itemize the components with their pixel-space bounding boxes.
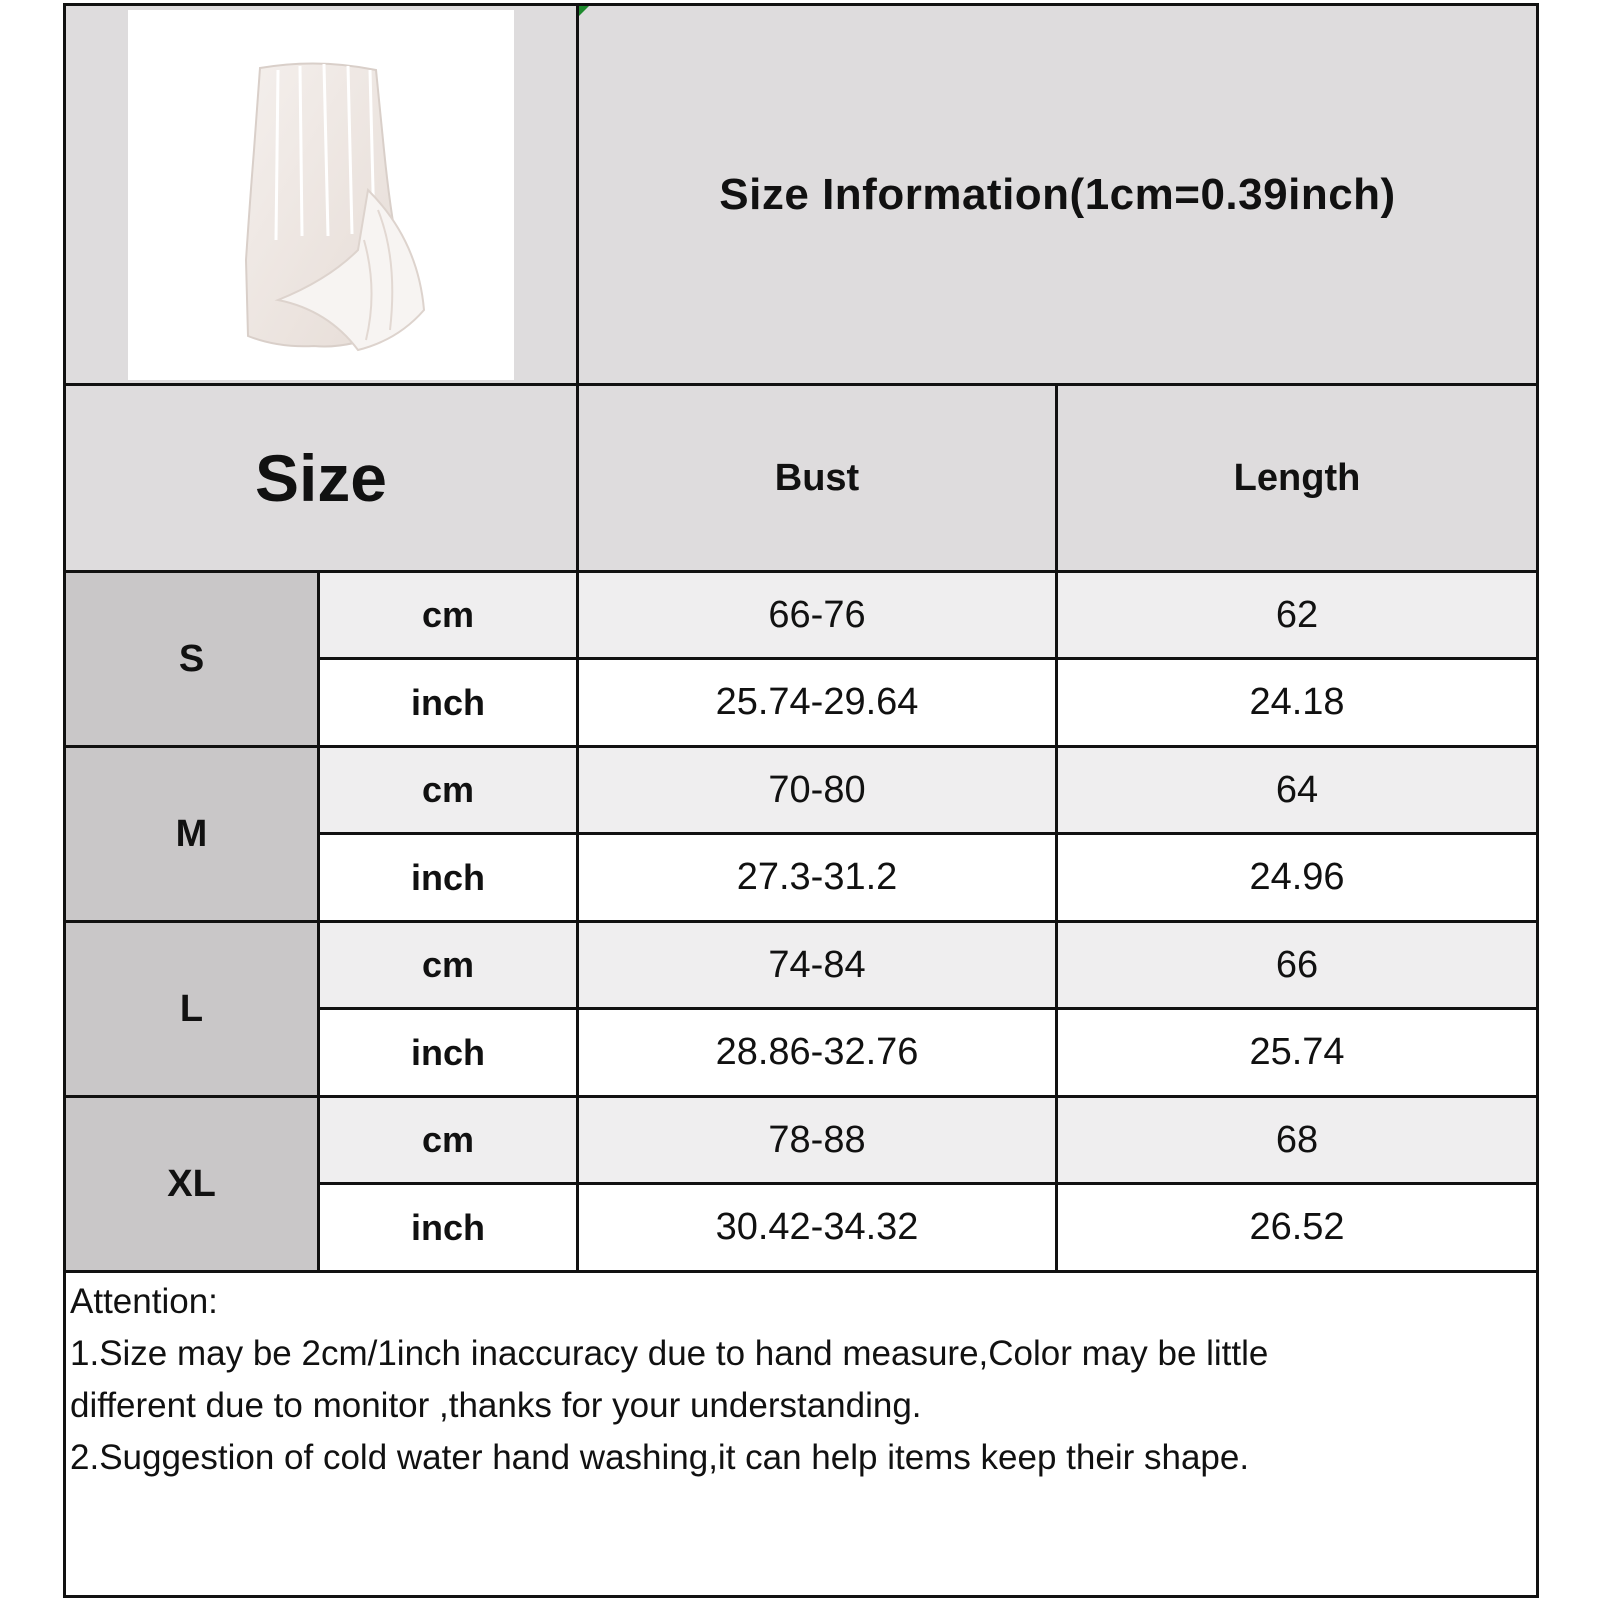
notes-line: 2.Suggestion of cold water hand washing,it can help items keep their shape. xyxy=(70,1438,1250,1477)
length-value xyxy=(1058,1010,1536,1095)
length-value xyxy=(1058,748,1536,832)
grid-line xyxy=(317,657,1539,660)
bust-value xyxy=(579,748,1055,832)
length-value-text: 24.18 xyxy=(1249,681,1345,723)
size-label-cell xyxy=(66,1098,317,1270)
length-value-text: 24.96 xyxy=(1249,856,1345,898)
dress-image xyxy=(128,10,514,380)
bust-value-text: 25.74-29.64 xyxy=(715,681,919,723)
attention-notes xyxy=(70,1276,1520,1484)
length-value xyxy=(1058,923,1536,1007)
bust-value xyxy=(579,1185,1055,1270)
bust-value xyxy=(579,835,1055,920)
size-header: Size xyxy=(254,441,388,515)
length-header: Length xyxy=(1233,456,1361,499)
length-value-text: 68 xyxy=(1275,1118,1319,1161)
grid-line xyxy=(576,3,579,1273)
bust-value xyxy=(579,1010,1055,1095)
unit-label: cm xyxy=(421,769,475,810)
grid-line xyxy=(317,832,1539,835)
length-value xyxy=(1058,573,1536,657)
length-value xyxy=(1058,1185,1536,1270)
unit-label: cm xyxy=(421,944,475,985)
bust-value-text: 66-76 xyxy=(768,593,866,636)
unit-label: inch xyxy=(410,1206,485,1248)
length-value-text: 66 xyxy=(1275,943,1319,986)
bust-header-cell xyxy=(579,386,1055,570)
length-header-cell xyxy=(1058,386,1536,570)
grid-line xyxy=(63,570,1539,573)
table-row xyxy=(320,923,576,1007)
table-row xyxy=(320,835,576,920)
size-label: L xyxy=(179,987,204,1030)
notes-line: different due to monitor ,thanks for your understanding. xyxy=(70,1386,922,1425)
grid-line xyxy=(1055,383,1058,1273)
size-label: S xyxy=(178,637,205,680)
table-row xyxy=(320,1010,576,1095)
bust-value xyxy=(579,923,1055,1007)
length-value xyxy=(1058,835,1536,920)
length-value xyxy=(1058,660,1536,745)
bust-value-text: 78-88 xyxy=(768,1118,866,1161)
length-value-text: 64 xyxy=(1275,768,1319,811)
bust-value-text: 70-80 xyxy=(768,768,866,811)
bust-value-text: 27.3-31.2 xyxy=(736,856,898,898)
unit-label: inch xyxy=(410,856,485,898)
unit-label: cm xyxy=(421,1119,475,1160)
table-row xyxy=(320,660,576,745)
grid-line xyxy=(63,1095,1539,1098)
size-label-cell xyxy=(66,923,317,1095)
length-value-text: 26.52 xyxy=(1249,1206,1345,1248)
table-row xyxy=(320,573,576,657)
page-title: Size Information(1cm=0.39inch) xyxy=(719,169,1396,219)
unit-label: cm xyxy=(421,594,475,635)
unit-label: inch xyxy=(410,1031,485,1073)
unit-label: inch xyxy=(410,681,485,723)
notes-line: 1.Size may be 2cm/1inch inaccuracy due to hand measure,Color may be little xyxy=(70,1334,1269,1373)
bust-value-text: 30.42-34.32 xyxy=(715,1206,919,1248)
length-value-text: 62 xyxy=(1275,593,1319,636)
table-row xyxy=(320,1098,576,1182)
grid-line xyxy=(317,1182,1539,1185)
product-image xyxy=(128,10,514,380)
size-label-cell xyxy=(66,748,317,920)
bust-value-text: 28.86-32.76 xyxy=(715,1031,919,1073)
table-row xyxy=(320,1185,576,1270)
grid-line xyxy=(317,1007,1539,1010)
grid-line xyxy=(63,745,1539,748)
length-value-text: 25.74 xyxy=(1249,1031,1345,1073)
grid-line xyxy=(63,920,1539,923)
corner-marker xyxy=(579,6,589,16)
size-label: XL xyxy=(167,1162,216,1205)
size-label: M xyxy=(175,812,208,855)
bust-value xyxy=(579,573,1055,657)
notes-heading: Attention: xyxy=(70,1282,218,1321)
product-image-cell xyxy=(66,6,576,383)
bust-header: Bust xyxy=(774,456,860,499)
size-header-cell xyxy=(66,386,576,570)
grid-line xyxy=(63,383,1539,386)
length-value xyxy=(1058,1098,1536,1182)
size-label-cell xyxy=(66,573,317,745)
bust-value xyxy=(579,660,1055,745)
table-row xyxy=(320,748,576,832)
bust-value xyxy=(579,1098,1055,1182)
title-cell xyxy=(579,6,1536,383)
bust-value-text: 74-84 xyxy=(768,943,866,986)
grid-line xyxy=(63,1270,1539,1273)
